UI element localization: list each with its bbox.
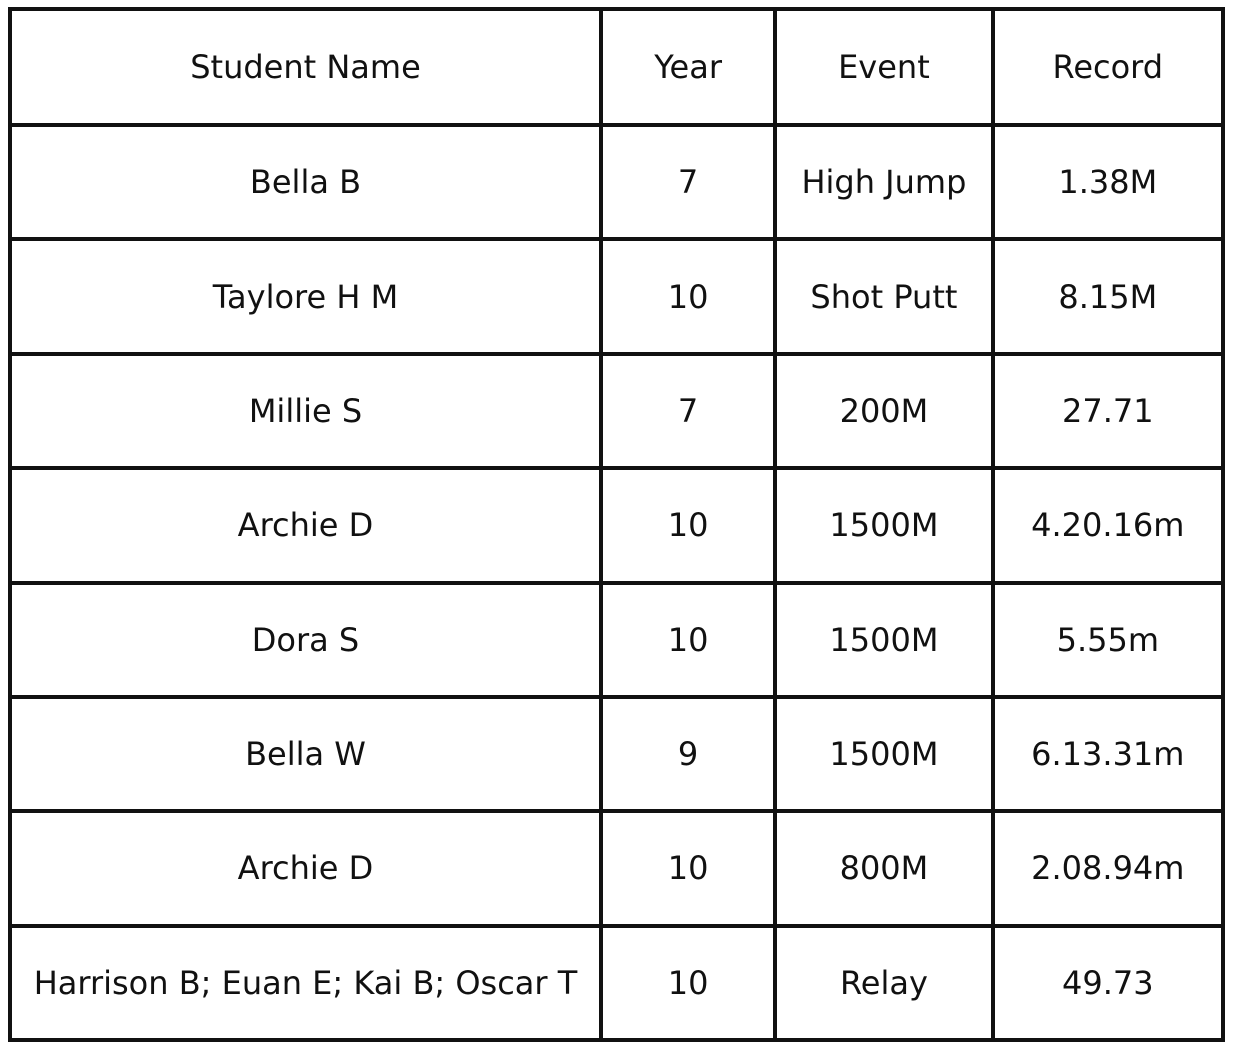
- cell-record: 6.13.31m: [993, 697, 1223, 811]
- cell-year: 10: [601, 583, 775, 697]
- header-event: Event: [775, 9, 992, 125]
- cell-record: 1.38M: [993, 125, 1223, 239]
- table-row: [10, 811, 1223, 925]
- cell-year: 7: [601, 354, 775, 468]
- header-year: Year: [601, 9, 775, 125]
- cell-year: 10: [601, 468, 775, 582]
- cell-event: 800M: [775, 811, 992, 925]
- table-row: [10, 468, 1223, 582]
- header-record: Record: [993, 9, 1223, 125]
- table-row: [10, 583, 1223, 697]
- cell-student-name: Archie D: [10, 811, 601, 925]
- cell-record: 49.73: [993, 926, 1223, 1040]
- cell-record: 8.15M: [993, 239, 1223, 353]
- cell-year: 9: [601, 697, 775, 811]
- cell-event: 1500M: [775, 583, 992, 697]
- table-body: [10, 125, 1223, 1040]
- cell-event: 1500M: [775, 468, 992, 582]
- header-student-name: Student Name: [10, 9, 601, 125]
- cell-record: 27.71: [993, 354, 1223, 468]
- records-table: [8, 7, 1225, 1042]
- header-row: [10, 9, 1223, 125]
- cell-event: Shot Putt: [775, 239, 992, 353]
- cell-year: 10: [601, 811, 775, 925]
- cell-event: 200M: [775, 354, 992, 468]
- cell-event: 1500M: [775, 697, 992, 811]
- cell-student-name: Taylore H M: [10, 239, 601, 353]
- cell-student-name: Dora S: [10, 583, 601, 697]
- cell-record: 2.08.94m: [993, 811, 1223, 925]
- cell-student-name: Bella W: [10, 697, 601, 811]
- table-row: [10, 239, 1223, 353]
- cell-student-name: Bella B: [10, 125, 601, 239]
- table-row: [10, 697, 1223, 811]
- cell-year: 10: [601, 239, 775, 353]
- cell-student-name: Millie S: [10, 354, 601, 468]
- cell-event: High Jump: [775, 125, 992, 239]
- cell-record: 5.55m: [993, 583, 1223, 697]
- table-row: [10, 125, 1223, 239]
- cell-year: 7: [601, 125, 775, 239]
- table-header: [10, 9, 1223, 125]
- cell-year: 10: [601, 926, 775, 1040]
- table-row: [10, 354, 1223, 468]
- cell-student-name: Harrison B; Euan E; Kai B; Oscar T: [10, 926, 601, 1040]
- table-row: [10, 926, 1223, 1040]
- cell-student-name: Archie D: [10, 468, 601, 582]
- cell-event: Relay: [775, 926, 992, 1040]
- cell-record: 4.20.16m: [993, 468, 1223, 582]
